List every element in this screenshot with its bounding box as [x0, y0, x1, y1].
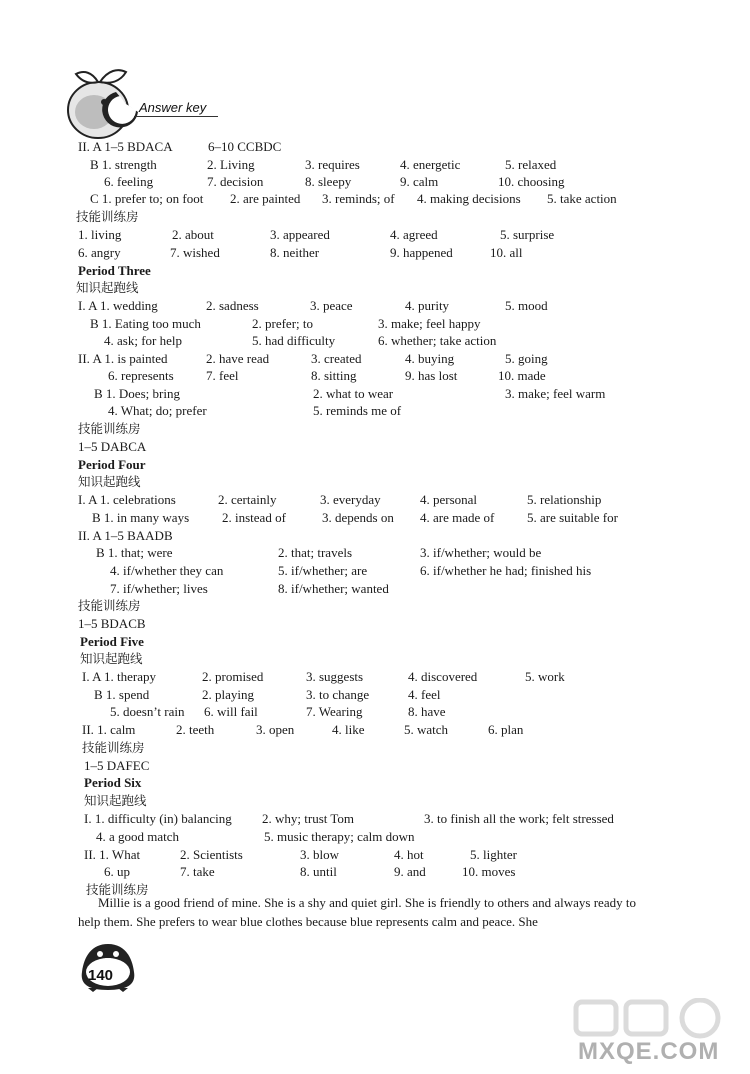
answer-item: 9. has lost: [405, 368, 458, 383]
answer-item: II. 1. calm: [82, 722, 136, 737]
answer-item: 1. living: [78, 227, 122, 242]
answer-item: II. A 1–5 BDACA: [78, 139, 173, 154]
answer-item: 5. if/whether; are: [278, 563, 368, 578]
answer-item: 7. if/whether; lives: [110, 581, 208, 596]
section-heading: 技能训练房: [78, 421, 141, 436]
answer-item: 2. that; travels: [278, 545, 353, 560]
answer-item: 7. feel: [206, 368, 239, 383]
answer-item: 5. work: [525, 669, 565, 684]
answer-item: 8. sitting: [311, 368, 357, 383]
answer-item: 4. purity: [405, 298, 450, 313]
answer-item: 4. buying: [405, 351, 455, 366]
answer-item: 2. teeth: [176, 722, 215, 737]
answer-item: 3. peace: [310, 298, 353, 313]
answer-item: 8. if/whether; wanted: [278, 581, 389, 596]
answer-item: 4. discovered: [408, 669, 478, 684]
answer-item: 7. decision: [207, 174, 264, 189]
answer-item: 7. take: [180, 864, 215, 879]
answer-item: 5. take action: [547, 191, 617, 206]
answer-item: 6. up: [104, 864, 130, 879]
answer-item: 2. why; trust Tom: [262, 811, 355, 826]
answer-item: 7. wished: [170, 245, 220, 260]
answer-item: 3. reminds; of: [322, 191, 395, 206]
answer-item: B 1. spend: [94, 687, 150, 702]
answer-item: II. A 1. is painted: [78, 351, 168, 366]
answer-item: 2. about: [172, 227, 214, 242]
answer-item: 1–5 DAFEC: [84, 758, 150, 773]
answer-item: 1–5 BDACB: [78, 616, 146, 631]
answer-item: I. A 1. wedding: [78, 298, 158, 313]
answer-item: I. A 1. celebrations: [78, 492, 176, 507]
answer-item: 2. are painted: [230, 191, 301, 206]
answer-item: 4. like: [332, 722, 365, 737]
answer-item: B 1. Eating too much: [90, 316, 201, 331]
answer-item: 5. going: [505, 351, 548, 366]
answer-item: 10. all: [490, 245, 523, 260]
answer-item: 6–10 CCBDC: [208, 139, 282, 154]
section-heading: 技能训练房: [86, 882, 149, 897]
answer-item: 4. feel: [408, 687, 441, 702]
answer-item: 6. will fail: [204, 704, 258, 719]
answer-item: 9. calm: [400, 174, 439, 189]
page-number: 140: [88, 967, 114, 984]
watermark-text: MXQE.COM: [578, 1038, 720, 1065]
answer-item: 2. promised: [202, 669, 264, 684]
answer-item: 5. had difficulty: [252, 333, 336, 348]
section-heading: 技能训练房: [82, 740, 145, 755]
answer-item: 2. playing: [202, 687, 254, 702]
answer-item: 8. neither: [270, 245, 320, 260]
answer-item: 6. if/whether he had; finished his: [420, 563, 592, 578]
answer-item: 4. hot: [394, 847, 424, 862]
answer-item: 2. instead of: [222, 510, 286, 525]
answer-item: B 1. that; were: [96, 545, 173, 560]
answer-item: 4. if/whether they can: [110, 563, 224, 578]
answer-item: 2. sadness: [206, 298, 259, 313]
answer-item: 2. Living: [207, 157, 255, 172]
answer-item: I. 1. difficulty (in) balancing: [84, 811, 232, 826]
answer-item: 5. are suitable for: [527, 510, 618, 525]
answer-item: 3. everyday: [320, 492, 381, 507]
period-heading: Period Six: [84, 775, 142, 790]
answer-item: 8. sleepy: [305, 174, 352, 189]
answer-item: 3. depends on: [322, 510, 394, 525]
answer-item: 6. plan: [488, 722, 524, 737]
answer-item: 5. mood: [505, 298, 548, 313]
answer-item: 5. music therapy; calm down: [264, 829, 415, 844]
answer-item: 1–5 DABCA: [78, 439, 147, 454]
answer-item: 3. make; feel happy: [378, 316, 481, 331]
answer-item: 3. suggests: [306, 669, 364, 684]
answer-item: 4. energetic: [400, 157, 461, 172]
answer-item: 6. whether; take action: [378, 333, 497, 348]
answer-item: 5. relationship: [527, 492, 602, 507]
period-heading: Period Five: [80, 634, 144, 649]
answer-item: 2. have read: [206, 351, 270, 366]
section-heading: 技能训练房: [78, 598, 141, 613]
answer-item: 3. if/whether; would be: [420, 545, 542, 560]
answer-item: C 1. prefer to; on foot: [90, 191, 204, 206]
section-heading: 知识起跑线: [76, 280, 139, 295]
answer-item: I. A 1. therapy: [82, 669, 157, 684]
answer-item: 3. to finish all the work; felt stressed: [424, 811, 614, 826]
answer-item: 3. blow: [300, 847, 339, 862]
answer-item: 2. prefer; to: [252, 316, 314, 331]
answer-item: 4. What; do; prefer: [108, 403, 207, 418]
answer-item: 2. certainly: [218, 492, 277, 507]
answer-item: 5. lighter: [470, 847, 517, 862]
answer-item: 5. surprise: [500, 227, 555, 242]
answer-item: 4. a good match: [96, 829, 180, 844]
answer-item: 4. making decisions: [417, 191, 521, 206]
answer-item: 5. watch: [404, 722, 449, 737]
writing-paragraph: Millie is a good friend of mine. She is a shy and quiet girl. She is friendly to others and always ready to help them. She prefers to wear blue clothes because blue represents calm and peace. She: [78, 895, 636, 929]
period-heading: Period Three: [78, 263, 151, 278]
header-title: Answer key: [139, 100, 207, 115]
answer-item: 6. represents: [108, 368, 174, 383]
answer-item: 4. ask; for help: [104, 333, 182, 348]
answer-item: 10. choosing: [498, 174, 565, 189]
section-heading: 技能训练房: [76, 209, 139, 224]
answer-item: 8. until: [300, 864, 337, 879]
answer-item: B 1. in many ways: [92, 510, 190, 525]
answer-item: 3. open: [256, 722, 295, 737]
answer-item: 6. feeling: [104, 174, 154, 189]
answer-item: 5. relaxed: [505, 157, 557, 172]
answer-item: 5. doesn’t rain: [110, 704, 185, 719]
answer-item: 3. requires: [305, 157, 360, 172]
answer-item: 9. happened: [390, 245, 453, 260]
answer-item: 9. and: [394, 864, 426, 879]
answer-item: 2. Scientists: [180, 847, 243, 862]
period-heading: Period Four: [78, 457, 146, 472]
answer-item: 10. made: [498, 368, 546, 383]
answer-item: 2. what to wear: [313, 386, 394, 401]
section-heading: 知识起跑线: [78, 474, 141, 489]
answer-item: 4. are made of: [420, 510, 495, 525]
answer-item: 6. angry: [78, 245, 121, 260]
answer-item: B 1. Does; bring: [94, 386, 180, 401]
answer-item: 5. reminds me of: [313, 403, 402, 418]
section-heading: 知识起跑线: [84, 793, 147, 808]
answer-item: 10. moves: [462, 864, 516, 879]
answer-item: 3. created: [311, 351, 362, 366]
section-heading: 知识起跑线: [80, 651, 143, 666]
answer-item: 7. Wearing: [306, 704, 363, 719]
answer-item: II. 1. What: [84, 847, 141, 862]
answer-item: II. A 1–5 BAADB: [78, 528, 173, 543]
answer-item: 4. personal: [420, 492, 478, 507]
answer-item: 3. appeared: [270, 227, 330, 242]
answer-item: B 1. strength: [90, 157, 157, 172]
answer-item: 8. have: [408, 704, 446, 719]
answer-item: 4. agreed: [390, 227, 438, 242]
answer-item: 3. to change: [306, 687, 370, 702]
answer-item: 3. make; feel warm: [505, 386, 606, 401]
